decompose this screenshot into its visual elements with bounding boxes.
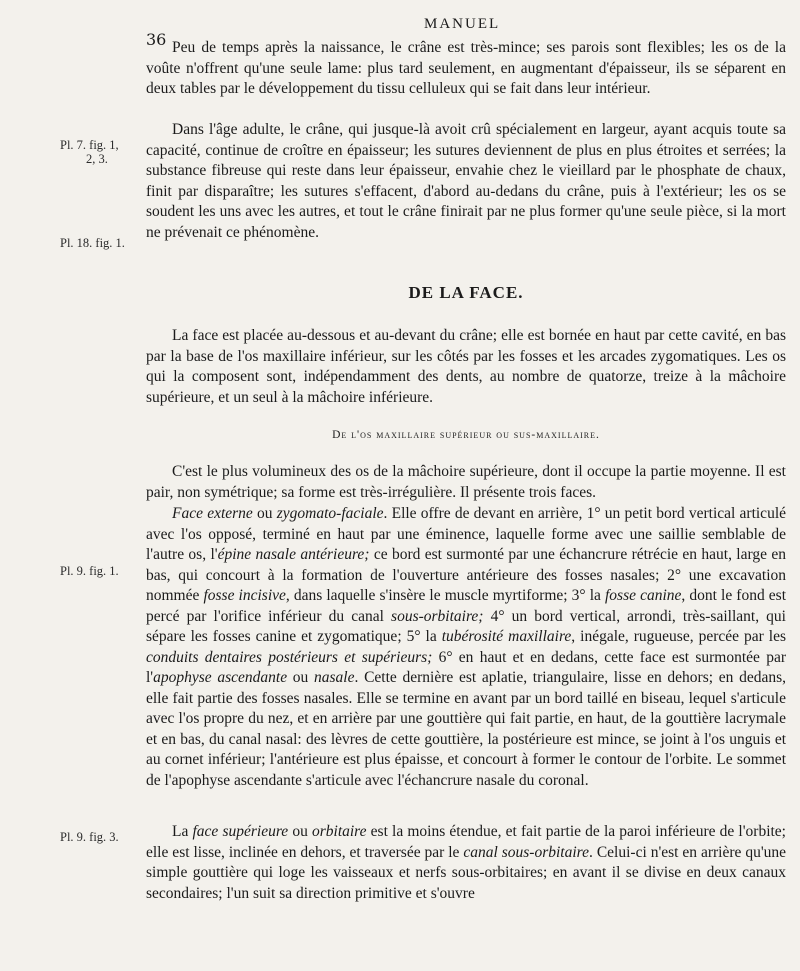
paragraph-external-face: [146, 504, 786, 791]
paragraph-upper-face: [146, 822, 786, 904]
paragraph-text: Dans l'âge adulte, le crâne, qui jusque-là avoit crû spécialement en largeur, ayant acquis toute sa capacité, continue de croître en épaisseur; les sutures deviennent de plus en plus étroites et serrées; la substance fibreuse qui reste dans leur épaisseur, envahie chez le vieillard par le phosphate de chaux, finit par disparaître; les sutures s'effacent, d'abord au-dedans du crâne, puis à l'extérieur; les os se soudent les uns avec les autres, et tout le crâne finirait par ne plus former qu'une seule pièce, si la mort ne prévenait ce phénomène.: [146, 121, 786, 241]
italic-term: tubérosité maxillaire: [441, 628, 572, 645]
running-title: MANUEL: [424, 16, 501, 32]
text-run: , dont le fond est percé par l'orifice inférieur du canal: [146, 587, 787, 625]
italic-term: apophyse ascendante: [153, 669, 288, 686]
paragraph-maxillary-intro: [146, 462, 786, 503]
text-run: ou: [252, 505, 277, 522]
italic-term: nasale: [314, 669, 355, 686]
italic-term: canal sous-orbitaire: [463, 843, 590, 861]
paragraph-face-intro: [146, 326, 786, 408]
paragraph-skull-infancy: [146, 38, 786, 100]
italic-term: épine nasale antérieure;: [217, 546, 370, 563]
section-title: DE LA FACE.: [408, 283, 524, 302]
text-run: La: [172, 823, 193, 840]
paragraph-text: La face est placée au-dessous et au-devant du crâne; elle est bornée en haut par cette cavité, en bas par la base de l'os maxillaire inférieur, sur les côtés par les fosses et les arcades zygomatiques. Les os qui la composent sont, indépendamment des dents, au nombre de quatorze, treize à la mâchoire supérieure, et un seul à la mâchoire inférieure.: [146, 327, 786, 406]
margin-note-plate-9-fig-1: Pl. 9. fig. 1.: [60, 564, 119, 578]
margin-note-plate-9-fig-3: Pl. 9. fig. 3.: [60, 830, 119, 844]
italic-term: sous-orbitaire;: [391, 607, 484, 625]
italic-term: fosse incisive: [203, 587, 286, 604]
paragraph-skull-adult: [146, 120, 786, 243]
margin-note-line: Pl. 7. fig. 1,: [60, 138, 119, 152]
margin-note-line: 2, 3.: [86, 152, 108, 166]
text-run: . Cette dernière est aplatie, triangulaire, lisse en dehors; en dedans, elle fait partie des fosses nasales. Elle se termine en avant par un bord taillé en biseau, lequel s'articule avec l'os propre du nez, et en arrière par une gouttière qui fait partie, en haut, de la gouttière lacrymale et en bas, du canal nasal: des lèvres de cette gouttière, la postérieure est mince, se joint à l'os unguis et au cornet inférieur; l'antérieure est plus épaisse, et concourt à former le contour de l'orbite. Le sommet de l'apophyse ascendante s'articule avec l'échancrure nasale du coronal.: [146, 669, 786, 789]
text-run: ou: [288, 823, 312, 840]
paragraph-text: C'est le plus volumineux des os de la mâchoire supérieure, dont il occupe la partie moyenne. Il est pair, non symétrique; sa forme est très-irrégulière. Il présente trois faces.: [146, 463, 786, 501]
margin-note-plate-7: [60, 138, 142, 166]
paragraph-text: Peu de temps après la naissance, le crâne est très-mince; ses parois sont flexibles; les os de la voûte n'offrent qu'une seule lame: plus tard seulement, en augmentant d'épaisseur, ils se séparent en deux tables par le développement du tissu celluleux qui se fait dans leur intérieur.: [146, 39, 786, 97]
text-run: ou: [287, 669, 315, 686]
margin-note-plate-18: Pl. 18. fig. 1.: [60, 236, 125, 250]
text-run: , inégale, rugueuse, percée par les: [571, 628, 786, 645]
text-run: ce bord est surmonté par une échancrure rétrécie en haut, large en bas, qui concourt à la formation de l'ouverture antérieure des fosses nasales; 2° une excavation nommée: [146, 546, 786, 604]
text-run: . Celui-ci n'est en arrière qu'une simple gouttière qui loge les vaisseaux et nerfs sous-orbitaires; en avant il se divise en deux canaux secondaires; l'un suit sa direction primitive et s'ouvre: [146, 843, 786, 902]
italic-term: orbitaire: [311, 823, 367, 840]
page-number: 36: [146, 30, 167, 49]
text-run: est la moins étendue, et fait partie de la paroi inférieure de l'orbite; elle est lisse, inclinée en dehors, et traversée par le: [146, 823, 786, 861]
italic-term: zygomato-faciale: [276, 505, 384, 522]
italic-term: fosse canine: [605, 587, 682, 604]
italic-term: face supérieure: [192, 823, 289, 840]
text-run: 4° un bord vertical, arrondi, très-saillant, qui sépare les fosses canine et zygomatique; 5° la: [146, 607, 786, 645]
italic-term: Face externe: [172, 505, 253, 522]
subsection-title: De l'os maxillaire supérieur ou sus-maxillaire.: [332, 429, 600, 441]
paragraph-text: [146, 504, 786, 791]
text-run: , dans laquelle s'insère le muscle myrtiforme; 3° la: [285, 587, 605, 604]
paragraph-text: [146, 822, 786, 904]
italic-term: conduits dentaires postérieurs et supérieurs;: [146, 648, 433, 666]
text-run: 6° en haut et en dedans, cette face est surmontée par l': [146, 648, 786, 686]
text-run: . Elle offre de devant en arrière, 1° un petit bord vertical articulé avec l'os opposé, terminé en haut par une éminence, laquelle forme avec une saillie semblable de l'autre os, l': [146, 505, 787, 563]
